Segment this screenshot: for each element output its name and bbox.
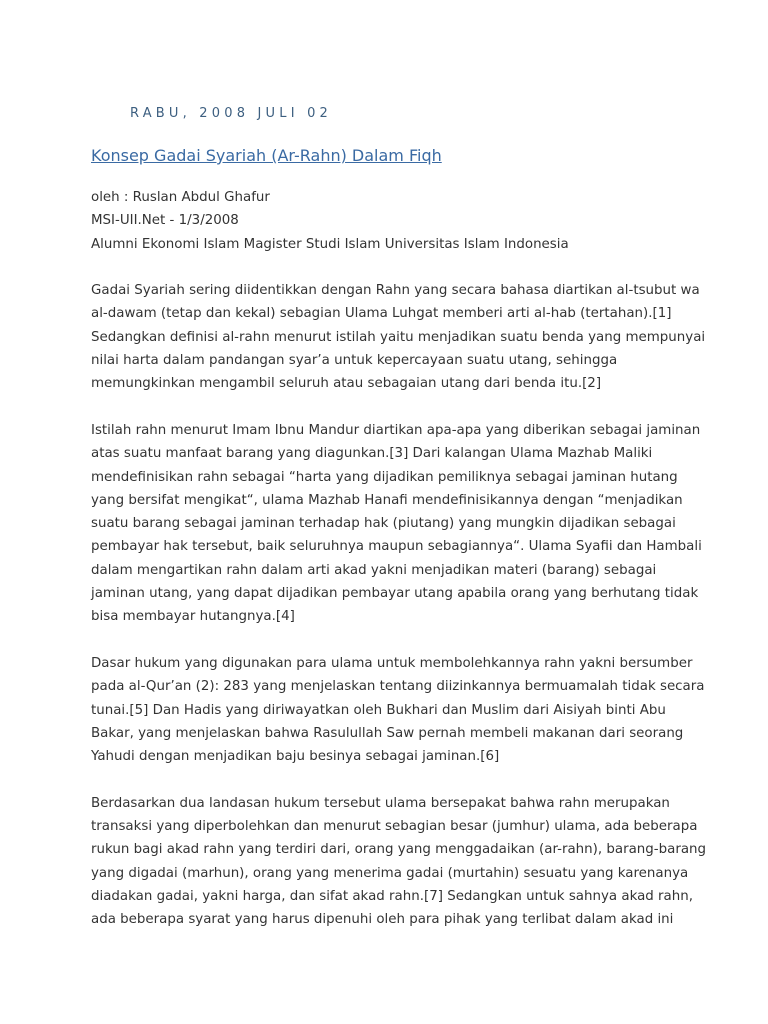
- paragraph-2: [91, 419, 702, 629]
- text-line: Dasar hukum yang digunakan para ulama untuk membolehkannya rahn yakni bersumber: [91, 655, 693, 671]
- affiliation-line: Alumni Ekonomi Islam Magister Studi Islam Universitas Islam Indonesia: [91, 236, 569, 252]
- text-line: dalam mengartikan rahn dalam arti akad yakni menjadikan materi (barang) sebagai: [91, 562, 657, 578]
- text-line: bisa membayar hutangnya.[4]: [91, 609, 295, 625]
- text-line: Bakar, yang menjelaskan bahwa Rasulullah Saw pernah membeli makanan dari seorang: [91, 725, 684, 741]
- text-line: pada al-Qur’an (2): 283 yang menjelaskan tentang diizinkannya bermuamalah tidak secara: [91, 679, 705, 695]
- text-line: Yahudi dengan menjadikan baju besinya sebagai jaminan.[6]: [91, 749, 500, 765]
- text-line: al-dawam (tetap dan kekal) sebagian Ulama Luhgat memberi arti al-hab (tertahan).[1]: [91, 306, 672, 322]
- author-line: oleh : Ruslan Abdul Ghafur: [91, 190, 270, 205]
- spacer: [91, 396, 691, 419]
- text-line: mendefinisikan rahn sebagai “harta yang dijadikan pemiliknya sebagai jaminan hutang: [91, 469, 678, 485]
- text-line: Gadai Syariah sering diidentikkan dengan Rahn yang secara bahasa diartikan al-tsubut wa: [91, 283, 700, 299]
- text-line: ada beberapa syarat yang harus dipenuhi oleh para pihak yang terlibat dalam akad ini: [91, 912, 674, 928]
- text-line: memungkinkan mengambil seluruh atau sebagaian utang dari benda itu.[2]: [91, 376, 602, 392]
- text-line: yang bersifat mengikat“, ulama Mazhab Hanafi mendefinisikannya dengan “menjadikan: [91, 492, 683, 508]
- text-line: suatu barang sebagai jaminan terhadap hak (piutang) yang mungkin dijadikan sebagai: [91, 516, 676, 532]
- paragraph-3: [91, 652, 705, 768]
- post-date-header: RABU, 2008 JULI 02: [130, 106, 333, 121]
- text-line: atas suatu manfaat barang yang diagunkan.[3] Dari kalangan Ulama Mazhab Maliki: [91, 446, 653, 462]
- text-line: pembayar hak tersebut, baik seluruhnya maupun sebagiannya“. Ulama Syafii dan Hambali: [91, 539, 702, 555]
- text-line: nilai harta dalam pandangan syar’a untuk kepercayaan suatu utang, sehingga: [91, 353, 618, 369]
- text-line: diadakan gadai, yakni harga, dan sifat akad rahn.[7] Sedangkan untuk sahnya akad rahn,: [91, 888, 693, 904]
- text-line: yang digadai (marhun), orang yang menerima gadai (murtahin) sesuatu yang karenanya: [91, 865, 689, 881]
- text-line: Berdasarkan dua landasan hukum tersebut ulama bersepakat bahwa rahn merupakan: [91, 795, 670, 811]
- text-line: Istilah rahn menurut Imam Ibnu Mandur diartikan apa-apa yang diberikan sebagai jaminan: [91, 422, 701, 438]
- source-date-line: MSI-UII.Net - 1/3/2008: [91, 213, 239, 229]
- text-line: Sedangkan definisi al-rahn menurut istilah yaitu menjadikan suatu benda yang mempunyai: [91, 329, 706, 345]
- post-title-link[interactable]: Konsep Gadai Syariah (Ar-Rahn) Dalam Fiqh: [91, 146, 442, 165]
- post-body: [91, 186, 707, 932]
- paragraph-4: [91, 792, 707, 932]
- spacer: [91, 629, 691, 652]
- text-line: tunai.[5] Dan Hadis yang diriwayatkan oleh Bukhari dan Muslim dari Aisiyah binti Abu: [91, 702, 666, 718]
- text-line: jaminan utang, yang dapat dijadikan pembayar utang apabila orang yang berhutang tidak: [91, 586, 699, 602]
- text-line: transaksi yang diperbolehkan dan menurut sebagian besar (jumhur) ulama, ada beberapa: [91, 819, 698, 835]
- spacer: [91, 768, 691, 791]
- spacer: [91, 256, 691, 279]
- paragraph-1: [91, 279, 706, 395]
- text-line: rukun bagi akad rahn yang terdiri dari, orang yang menggadaikan (ar-rahn), barang-barang: [91, 842, 707, 858]
